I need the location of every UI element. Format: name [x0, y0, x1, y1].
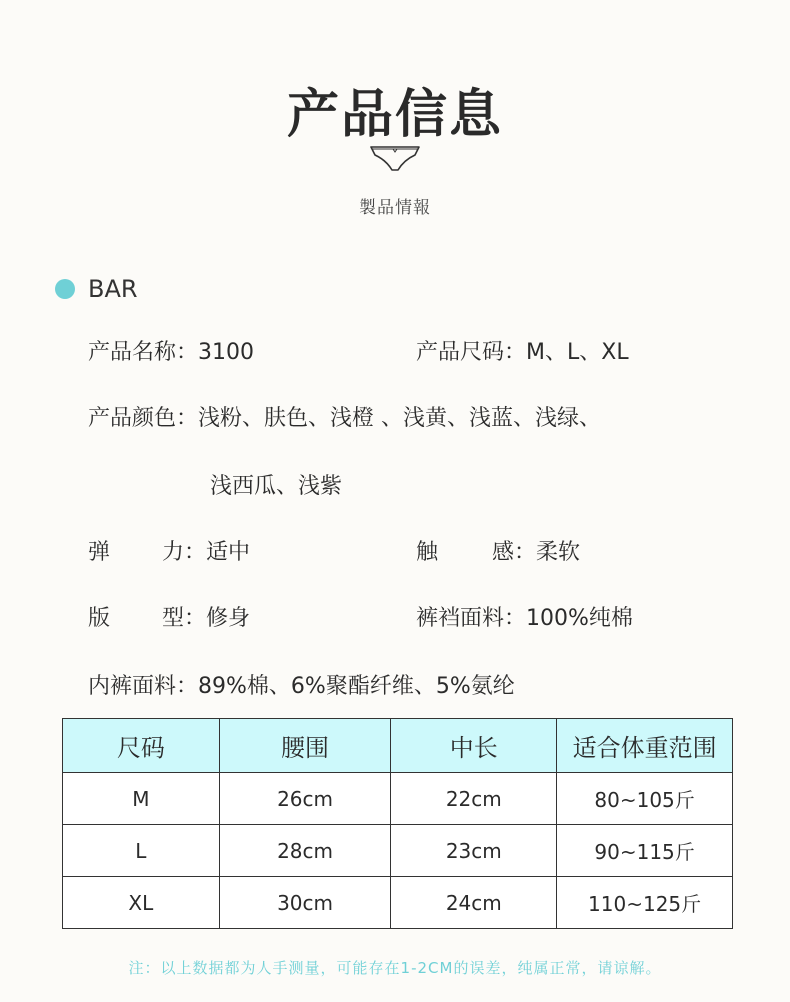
footnote: 注：以上数据都为人手测量，可能存在1-2CM的误差，纯属正常，请谅解。	[128, 959, 662, 977]
model-name: BAR	[88, 275, 138, 303]
size-table	[62, 718, 733, 929]
table-cell: 23cm	[391, 825, 557, 877]
spec-value: M、L、XL	[526, 340, 629, 365]
spec-product-color-cont	[210, 469, 342, 500]
table-cell: 24cm	[391, 877, 557, 929]
spec-fit	[88, 601, 250, 632]
table-cell: 26cm	[219, 773, 391, 825]
spec-label: 内裤面料：	[88, 674, 199, 699]
table-cell: 110~125斤	[557, 877, 733, 929]
spec-value: 3100	[198, 340, 255, 365]
table-cell: M	[63, 773, 220, 825]
table-cell: XL	[63, 877, 220, 929]
table-cell: 80~105斤	[557, 773, 733, 825]
table-cell: 90~115斤	[557, 825, 733, 877]
spec-label: 型：	[162, 606, 207, 631]
spec-label: 力：	[162, 540, 207, 565]
spec-product-color	[88, 401, 601, 432]
spec-value: 修身	[206, 606, 251, 631]
spec-value: 100%纯棉	[526, 606, 633, 631]
spec-value: 柔软	[536, 540, 581, 565]
spec-crotch-fabric	[416, 601, 633, 632]
table-cell: L	[63, 825, 220, 877]
spec-label: 产品名称：	[88, 340, 199, 365]
table-cell: 22cm	[391, 773, 557, 825]
spec-value: 浅粉、肤色、浅橙 、浅黄、浅蓝、浅绿、	[198, 406, 602, 431]
spec-product-size	[416, 335, 629, 366]
spec-touch	[416, 535, 580, 566]
spec-label: 产品颜色：	[88, 406, 199, 431]
table-row	[63, 825, 733, 877]
spec-product-name	[88, 335, 254, 366]
column-header: 尺码	[63, 719, 220, 773]
spec-value: 89%棉、6%聚酯纤维、5%氨纶	[198, 674, 515, 699]
table-cell: 30cm	[219, 877, 391, 929]
underwear-brief-icon	[368, 143, 422, 173]
page-subtitle: 製品情報	[359, 198, 431, 218]
spec-elasticity	[88, 535, 250, 566]
table-header-row	[63, 719, 733, 773]
table-row	[63, 877, 733, 929]
page-title: 产品信息	[286, 84, 503, 145]
spec-fabric	[88, 669, 515, 700]
column-header: 适合体重范围	[557, 719, 733, 773]
spec-value: 适中	[206, 540, 251, 565]
table-cell: 28cm	[219, 825, 391, 877]
spec-label: 产品尺码：	[416, 340, 527, 365]
column-header: 中长	[391, 719, 557, 773]
spec-label: 裤裆面料：	[416, 606, 527, 631]
accent-dot-icon	[55, 279, 75, 299]
spec-label: 触	[416, 540, 439, 565]
table-row	[63, 773, 733, 825]
spec-label: 弹	[88, 540, 111, 565]
spec-label: 版	[88, 606, 111, 631]
column-header: 腰围	[219, 719, 391, 773]
spec-value: 浅西瓜、浅紫	[210, 474, 343, 499]
spec-label: 感：	[492, 540, 537, 565]
